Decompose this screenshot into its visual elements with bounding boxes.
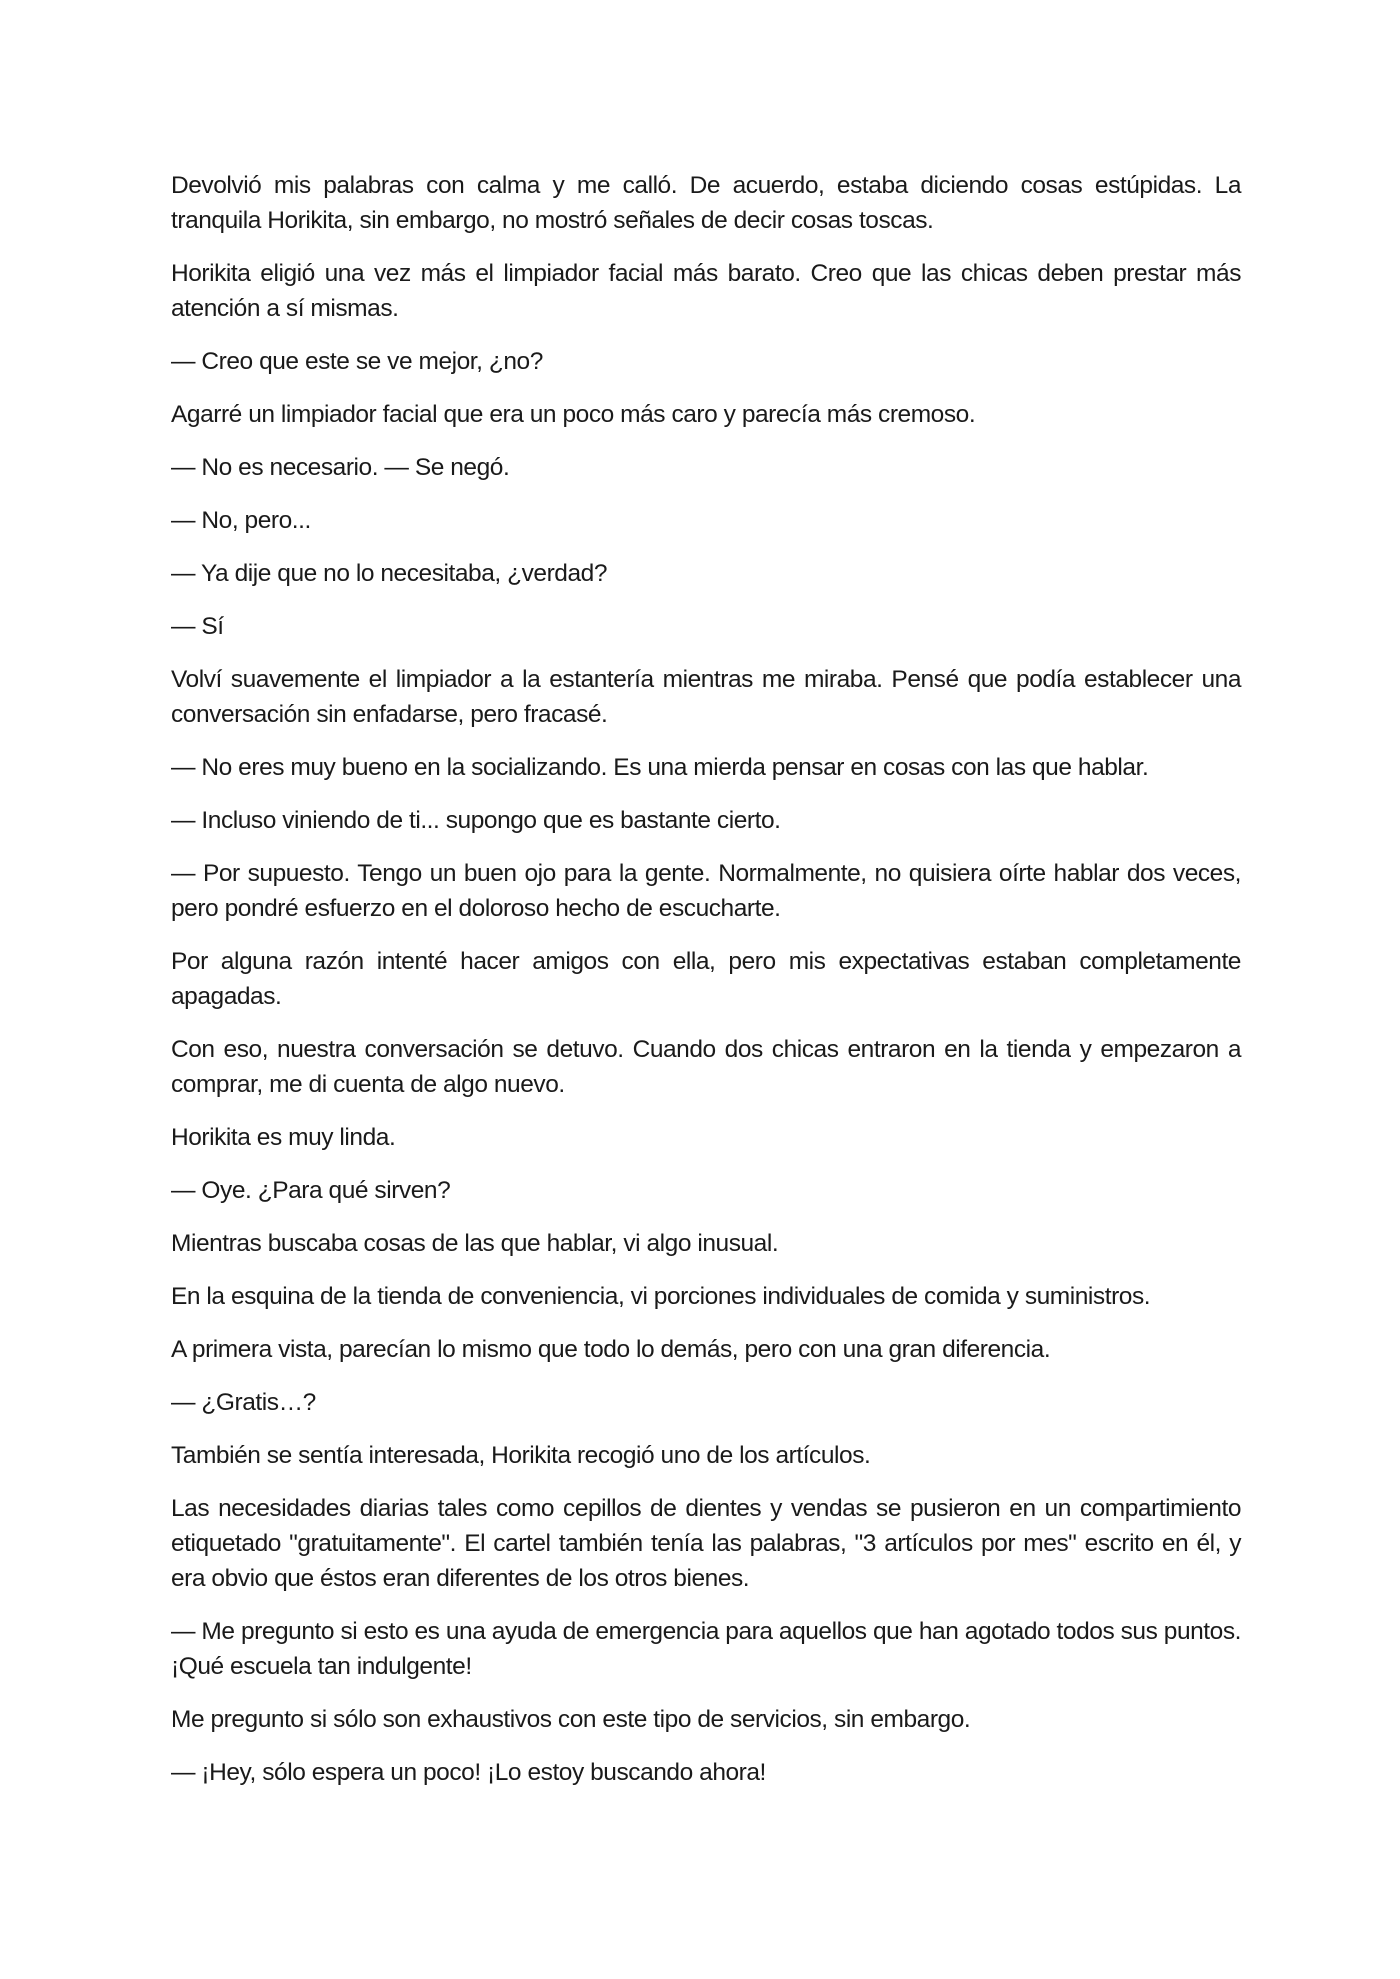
dialogue-line: — No es necesario. — Se negó.	[171, 454, 510, 481]
paragraph: Por alguna razón intenté hacer amigos con ella, pero mis expectativas estaban completamente apagadas.	[171, 948, 1241, 1010]
paragraph: Agarré un limpiador facial que era un poco más caro y parecía más cremoso.	[171, 401, 976, 428]
paragraph: Con eso, nuestra conversación se detuvo. Cuando dos chicas entraron en la tienda y empezaron a comprar, me di cuenta de algo nuevo.	[171, 1036, 1241, 1098]
paragraph: Me pregunto si sólo son exhaustivos con este tipo de servicios, sin embargo.	[171, 1706, 971, 1733]
dialogue-line: — ¡Hey, sólo espera un poco! ¡Lo estoy buscando ahora!	[171, 1759, 766, 1786]
paragraph: Las necesidades diarias tales como cepillos de dientes y vendas se pusieron en un compartimiento etiquetado "gratuitamente". El cartel también tenía las palabras, "3 artículos por mes" escrito en él, y era obvio que éstos eran diferentes de los otros bienes.	[171, 1495, 1241, 1592]
dialogue-line: — No, pero...	[171, 507, 311, 534]
paragraph: Volví suavemente el limpiador a la estantería mientras me miraba. Pensé que podía establecer una conversación sin enfadarse, pero fracasé.	[171, 666, 1241, 728]
dialogue-line: — No eres muy bueno en la socializando. Es una mierda pensar en cosas con las que hablar.	[171, 754, 1149, 781]
paragraph: Horikita eligió una vez más el limpiador facial más barato. Creo que las chicas deben prestar más atención a sí mismas.	[171, 260, 1241, 322]
dialogue-line: — Ya dije que no lo necesitaba, ¿verdad?	[171, 560, 608, 587]
paragraph: También se sentía interesada, Horikita recogió uno de los artículos.	[171, 1442, 871, 1469]
dialogue-line: — ¿Gratis…?	[171, 1389, 316, 1416]
paragraph: A primera vista, parecían lo mismo que todo lo demás, pero con una gran diferencia.	[171, 1336, 1051, 1363]
paragraph: Devolvió mis palabras con calma y me calló. De acuerdo, estaba diciendo cosas estúpidas. La tranquila Horikita, sin embargo, no mostró señales de decir cosas toscas.	[171, 172, 1241, 234]
paragraph: Mientras buscaba cosas de las que hablar, vi algo inusual.	[171, 1230, 779, 1257]
dialogue-line: — Sí	[171, 613, 224, 640]
page-body-text	[171, 168, 1241, 1808]
dialogue-line: — Me pregunto si esto es una ayuda de emergencia para aquellos que han agotado todos sus puntos. ¡Qué escuela tan indulgente!	[171, 1618, 1241, 1680]
dialogue-line: — Creo que este se ve mejor, ¿no?	[171, 348, 543, 375]
dialogue-line: — Oye. ¿Para qué sirven?	[171, 1177, 451, 1204]
paragraph: En la esquina de la tienda de conveniencia, vi porciones individuales de comida y suministros.	[171, 1283, 1151, 1310]
dialogue-line: — Incluso viniendo de ti... supongo que es bastante cierto.	[171, 807, 781, 834]
paragraph: Horikita es muy linda.	[171, 1124, 396, 1151]
dialogue-line: — Por supuesto. Tengo un buen ojo para la gente. Normalmente, no quisiera oírte hablar dos veces, pero pondré esfuerzo en el doloroso hecho de escucharte.	[171, 860, 1241, 922]
